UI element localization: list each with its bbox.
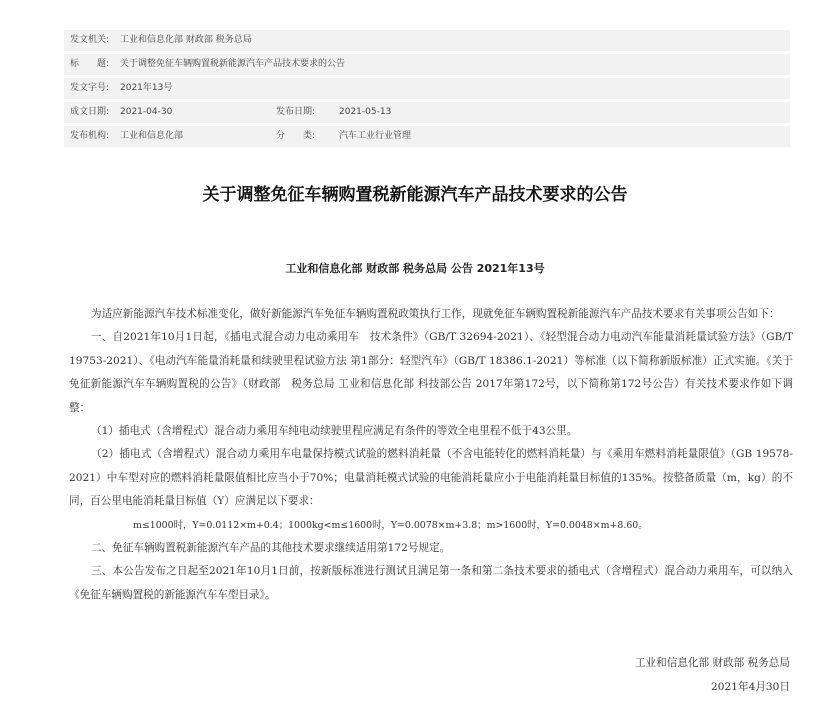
paragraph-item-2: 二、免征车辆购置税新能源汽车产品的其他技术要求继续适用第172号规定。 [91, 542, 451, 555]
document-title: 关于调整免征车辆购置税新能源汽车产品技术要求的公告 [202, 185, 628, 205]
publisher-value: 工业和信息化部 [120, 131, 184, 141]
category-label: 分 类: [276, 131, 316, 141]
docno-label: 发文字号: [70, 83, 110, 93]
meta-row-publisher [64, 126, 790, 147]
meta-row-dates [64, 102, 790, 123]
created-label: 成文日期: [70, 107, 110, 117]
paragraph-item-1: 一、自2021年10月1日起，《插电式混合动力电动乘用车 技术条件》（GB/T 32694-2021）、《轻型混合动力电动汽车能量消耗量试验方法》（GB/T 19753-2021）、《电动汽车能量消耗量和续驶里程试验方法 第1部分：轻型汽车》（GB/T 18386.1-2021）等标准（以下简称新版标准）正式实施。《关于免征新能源汽车车辆购置税的公告》（财政部 税务总局 工业和信息化部 科技部公告 2017年第172号，以下简称第172号公告）有关技术要求作如下调整： [69, 331, 793, 414]
paragraph-item-3: 三、本公告发布之日起至2021年10月1日前，按新版标准进行测试且满足第一条和第二条技术要求的插电式（含增程式）混合动力乘用车，可以纳入《免征车辆购置税的新能源汽车车型目录》。 [69, 565, 793, 601]
document-body [69, 303, 793, 607]
published-value: 2021-05-13 [339, 107, 392, 117]
publisher-label: 发布机构: [70, 131, 110, 141]
meta-row-issuer [64, 30, 790, 51]
issuer-value: 工业和信息化部 财政部 税务总局 [120, 35, 252, 45]
meta-row-title [64, 54, 790, 75]
paragraph-sub-2: （2）插电式（含增程式）混合动力乘用车电量保持模式试验的燃料消耗量（不含电能转化的燃料消耗量）与《乘用车燃料消耗量限值》（GB 19578-2021）中车型对应的燃料消耗量限值相比应当小于70%；电量消耗模式试验的电能消耗量应小于电能消耗量目标值的135%。按整备质量（m，kg）的不同，百公里电能消耗量目标值（Y）应满足以下要求： [69, 448, 793, 508]
docno-value: 2021年13号 [120, 83, 173, 93]
meta-row-docno [64, 78, 790, 99]
published-label: 发布日期: [276, 107, 316, 117]
signature-orgs: 工业和信息化部 财政部 税务总局 [634, 657, 790, 669]
formula-line: m≤1000时，Y=0.0112×m+0.4；1000kg<m≤1600时，Y=0.0078×m+3.8；m>1600时，Y=0.0048×m+8.60。 [133, 519, 648, 531]
document-number-line: 工业和信息化部 财政部 税务总局 公告 2021年13号 [285, 262, 545, 275]
created-value: 2021-04-30 [120, 107, 173, 117]
paragraph-intro: 为适应新能源汽车技术标准变化，做好新能源汽车免征车辆购置税政策执行工作，现就免征车辆购置税新能源汽车产品技术要求有关事项公告如下： [91, 308, 780, 320]
paragraph-sub-1: （1）插电式（含增程式）混合动力乘用车纯电动续驶里程应满足有条件的等效全电里程不低于43公里。 [91, 425, 578, 438]
issuer-label: 发文机关: [70, 35, 110, 45]
signature-date: 2021年4月30日 [711, 681, 790, 693]
category-value: 汽车工业行业管理 [339, 131, 412, 141]
title-label: 标 题: [70, 59, 110, 69]
title-value: 关于调整免征车辆购置税新能源汽车产品技术要求的公告 [120, 59, 346, 69]
